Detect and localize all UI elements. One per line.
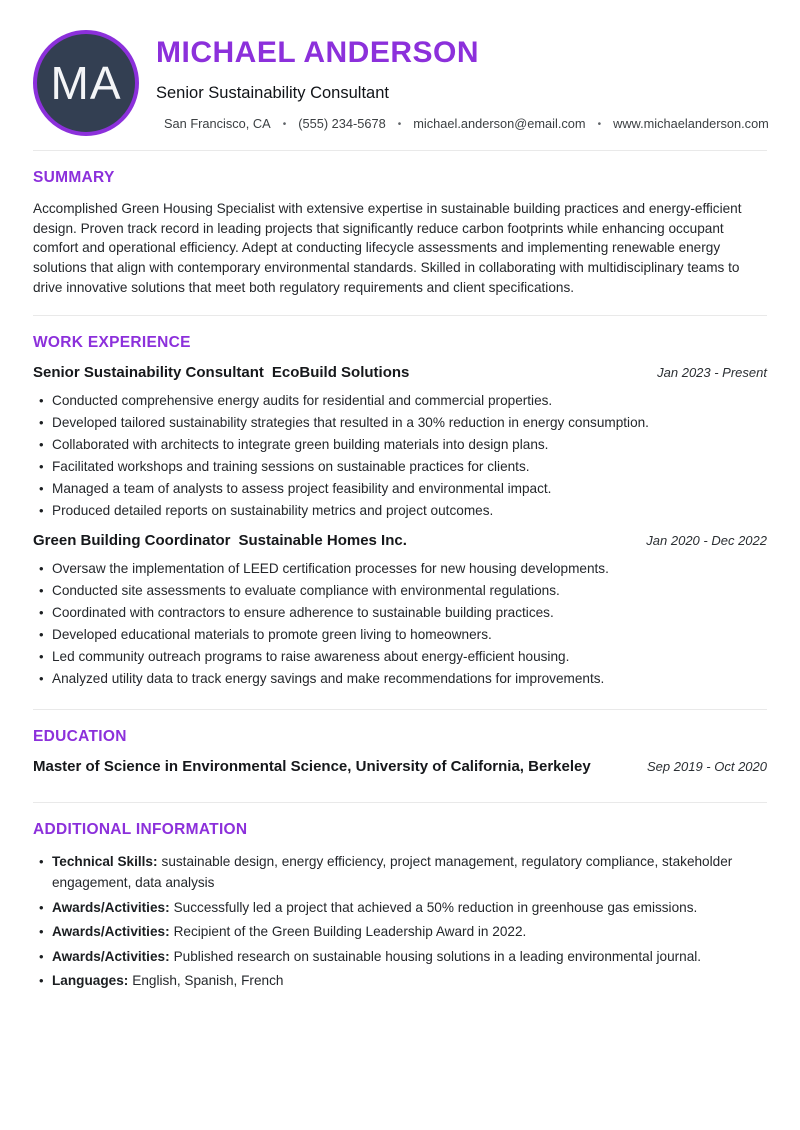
job-bullet: • Produced detailed reports on sustainability metrics and project outcomes.	[33, 500, 767, 522]
education-dates: Sep 2019 - Oct 2020	[647, 758, 767, 774]
job-bullet: • Developed educational materials to promote green living to homeowners.	[33, 624, 767, 646]
contact-separator-dot: •	[282, 118, 287, 130]
job-bullet-list	[33, 558, 767, 690]
job-bullet-list	[33, 390, 767, 522]
job-bullet: • Conducted comprehensive energy audits for residential and commercial properties.	[33, 390, 767, 412]
work-experience-heading: WORK EXPERIENCE	[33, 333, 191, 351]
education-row	[33, 758, 767, 776]
info-item-label: Languages:	[52, 973, 129, 989]
education-section	[33, 710, 767, 802]
job-title-line	[33, 364, 409, 381]
avatar-initials: MA	[50, 57, 122, 109]
education-heading: EDUCATION	[33, 727, 127, 745]
info-item-technical-skills	[33, 851, 733, 894]
job-title-line	[33, 532, 407, 549]
work-experience-section	[33, 316, 767, 709]
job-title: Senior Sustainability Consultant	[33, 363, 264, 381]
job-bullet: • Collaborated with architects to integrate green building materials into design plans.	[33, 434, 767, 456]
summary-heading: SUMMARY	[33, 169, 115, 186]
info-item-label: Technical Skills:	[52, 853, 158, 869]
job-dates: Jan 2020 - Dec 2022	[646, 532, 767, 548]
job-bullet: • Analyzed utility data to track energy savings and make recommendations for improvements.	[33, 668, 767, 690]
job-entry	[33, 364, 767, 522]
job-bullet: • Managed a team of analysts to assess project feasibility and environmental impact.	[33, 478, 767, 500]
additional-information-heading: ADDITIONAL INFORMATION	[33, 820, 248, 838]
summary-section	[33, 151, 767, 312]
info-item-text: sustainable design, energy efficiency, project management, regulatory compliance, stakeholder engagement, data analysis	[52, 853, 733, 891]
resume-header	[33, 30, 767, 136]
info-item-languages	[33, 970, 733, 992]
job-title: Green Building Coordinator	[33, 531, 231, 549]
info-item-label: Awards/Activities:	[52, 899, 170, 915]
job-bullet: • Oversaw the implementation of LEED certification processes for new housing developments.	[33, 558, 767, 580]
job-header-row	[33, 532, 767, 549]
job-dates: Jan 2023 - Present	[657, 364, 767, 380]
summary-text: Accomplished Green Housing Specialist with extensive expertise in sustainable building practices and energy-efficient design. Proven track record in leading projects that significantly reduce carbon footprints while enhancing occupant comfort and operational efficiency. Adept at conducting lifecycle assessments and implementing renewable energy solutions that align with contemporary environmental standards. Skilled in collaborating with multidisciplinary teams to drive innovative solutions that meet both regulatory requirements and client specifications.	[33, 201, 742, 295]
info-item-text: Published research on sustainable housing solutions in a leading environmental journal.	[173, 948, 702, 964]
info-item-awards	[33, 897, 733, 919]
job-company: Sustainable Homes Inc.	[238, 531, 407, 549]
info-item-label: Awards/Activities:	[52, 948, 170, 964]
contact-separator-dot: •	[597, 118, 602, 130]
contact-website: www.michaelanderson.com	[613, 115, 769, 131]
additional-information-section	[33, 803, 767, 992]
header-info	[156, 34, 769, 133]
job-bullet: • Conducted site assessments to evaluate compliance with environmental regulations.	[33, 580, 767, 602]
info-item-awards	[33, 946, 733, 968]
job-company: EcoBuild Solutions	[271, 363, 410, 381]
info-item-label: Awards/Activities:	[52, 924, 170, 940]
contact-separator-dot: •	[397, 118, 402, 130]
job-bullet: • Led community outreach programs to raise awareness about energy-efficient housing.	[33, 646, 767, 668]
person-job-title: Senior Sustainability Consultant	[156, 83, 389, 102]
info-item-awards	[33, 921, 733, 943]
education-degree: Master of Science in Environmental Science, University of California, Berkeley	[33, 757, 591, 775]
job-bullet: • Coordinated with contractors to ensure adherence to sustainable building practices.	[33, 602, 767, 624]
avatar	[33, 30, 139, 136]
contact-phone: (555) 234-5678	[298, 115, 386, 131]
contact-line	[164, 116, 769, 133]
info-item-text: Successfully led a project that achieved a 50% reduction in greenhouse gas emissions.	[173, 899, 698, 915]
contact-email: michael.anderson@email.com	[413, 115, 586, 131]
info-item-text: English, Spanish, French	[132, 973, 284, 989]
job-bullet: • Facilitated workshops and training sessions on sustainable practices for clients.	[33, 456, 767, 478]
job-header-row	[33, 364, 767, 381]
additional-info-list	[33, 851, 767, 992]
contact-location: San Francisco, CA	[164, 115, 271, 131]
person-name: MICHAEL ANDERSON	[156, 35, 480, 69]
job-entry	[33, 532, 767, 690]
info-item-text: Recipient of the Green Building Leadership Award in 2022.	[173, 924, 527, 940]
job-bullet: • Developed tailored sustainability strategies that resulted in a 30% reduction in energy consumption.	[33, 412, 767, 434]
